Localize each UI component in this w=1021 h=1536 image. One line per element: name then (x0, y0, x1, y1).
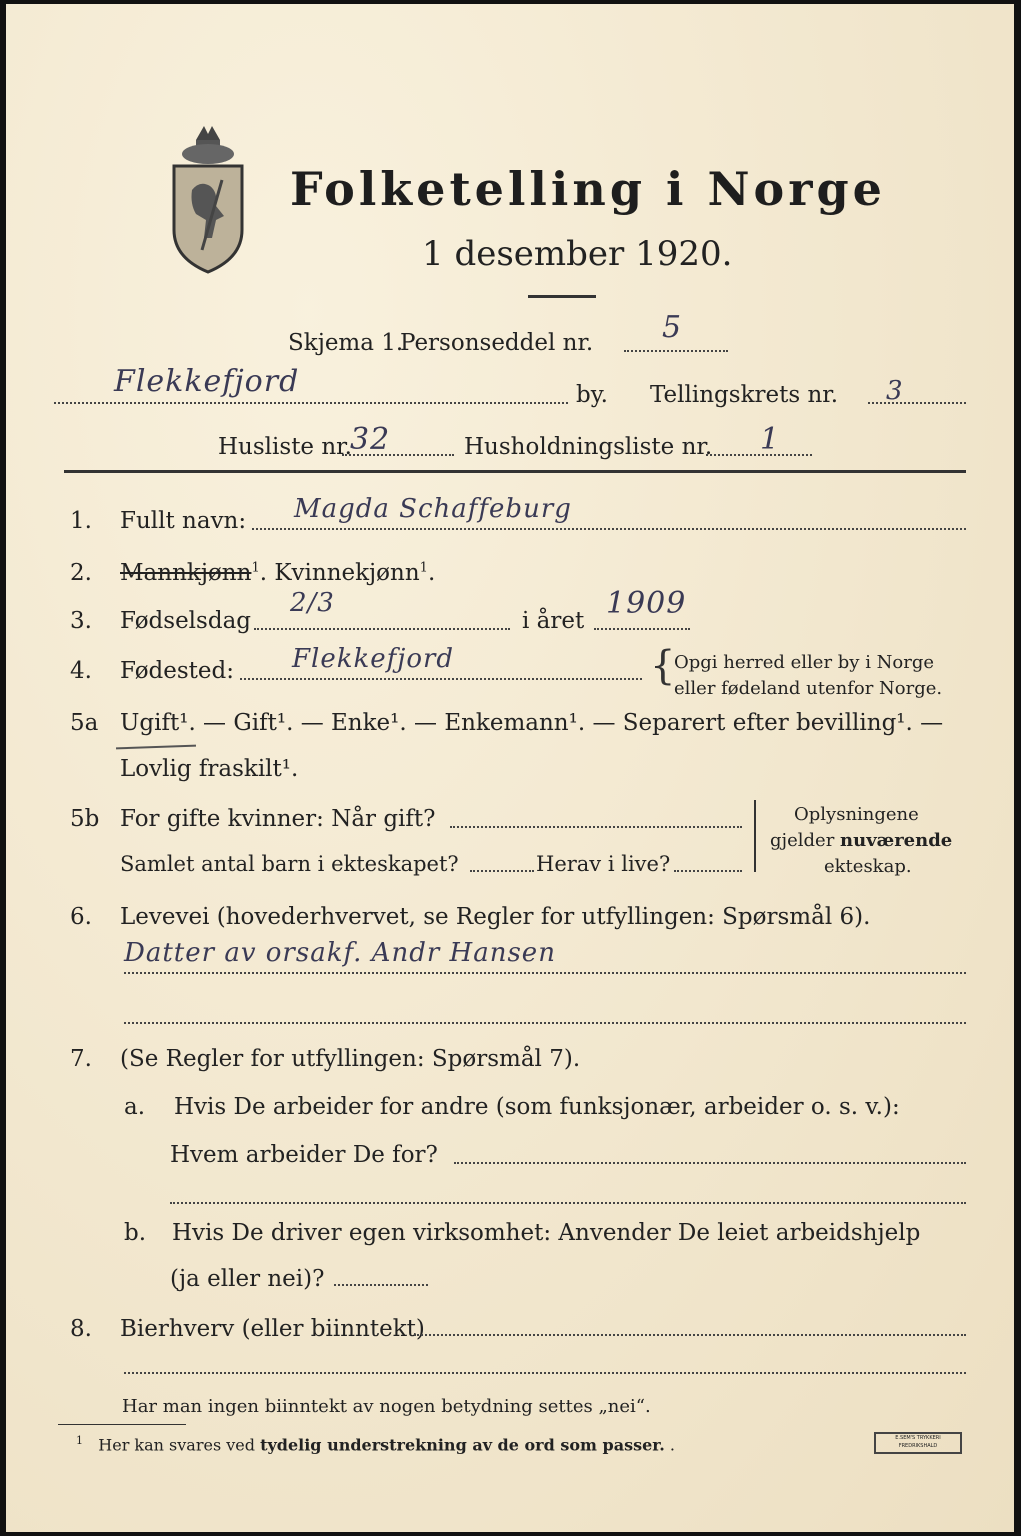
full-name-value: Magda Schaffeburg (294, 494, 572, 524)
marital-status-options: Ugift¹. — Gift¹. — Enke¹. — Enkemann¹. — Separert efter bevilling¹. — (120, 710, 944, 736)
city-field-line (54, 402, 568, 404)
husholdning-field-line (706, 454, 812, 456)
footnote-marker: 1 (419, 560, 428, 576)
footnote-text-b: tydelig understrekning av de ord som passer. (260, 1435, 665, 1455)
krets-label: Tellingskrets nr. (650, 382, 839, 408)
q7b-line2: (ja eller nei)? (170, 1266, 325, 1292)
form-title: Folketelling i Norge (290, 162, 886, 216)
krets-value: 3 (886, 376, 904, 406)
census-form (6, 4, 1014, 1532)
footnote-text-c: . (664, 1435, 675, 1455)
gender-separator: . (259, 560, 275, 586)
q8-number: 8. (70, 1316, 92, 1342)
husliste-value: 32 (350, 422, 391, 457)
occupation-field-line-2 (124, 1022, 966, 1024)
coat-of-arms-icon (166, 120, 250, 276)
q5b-alive-label: Herav i live? (536, 852, 671, 876)
footnote (76, 1434, 675, 1454)
q1-number: 1. (70, 508, 92, 534)
gender-male-option: Mannkjønn (120, 560, 252, 586)
form-date: 1 desember 1920. (422, 234, 733, 274)
q7b-letter: b. (124, 1220, 147, 1246)
q2-options: Mannkjønn$^1$. Kvinnekjønn$^1$. (120, 560, 436, 586)
q5b-note-line2 (770, 830, 952, 851)
employer-field-line-2 (170, 1202, 966, 1204)
title-divider (528, 295, 596, 298)
birth-year-value: 1909 (606, 586, 687, 621)
q5b-number: 5b (70, 806, 100, 832)
marital-status-divorced: Lovlig fraskilt¹. (120, 756, 299, 782)
occupation-value: Datter av orsakf. Andr Hansen (124, 938, 556, 968)
by-label: by. (576, 382, 608, 408)
q3-number: 3. (70, 608, 92, 634)
printer-stamp-text: E.SEM'S TRYKKERI FREDRIKSHALD (895, 1435, 941, 1449)
birthday-value: 2/3 (290, 588, 335, 618)
q1-label: Fullt navn: (120, 508, 247, 534)
q5b-note-part-b: nuværende (840, 830, 953, 851)
city-value: Flekkefjord (114, 364, 300, 399)
hired-help-field-line (334, 1284, 428, 1286)
q7-number: 7. (70, 1046, 92, 1072)
q3-label: Fødselsdag (120, 608, 252, 634)
q7b-line1: Hvis De driver egen virksomhet: Anvender De leiet arbeidshjelp (172, 1220, 921, 1246)
footnote-marker: 1 (251, 560, 260, 576)
year-field-line (594, 628, 690, 630)
person-number-value: 5 (662, 310, 683, 345)
q5b-bracket (754, 800, 756, 872)
q5b-note-line3: ekteskap. (824, 856, 912, 877)
year-label: i året (522, 608, 585, 634)
husholdning-value: 1 (760, 422, 781, 457)
husliste-label: Husliste nr. (218, 434, 352, 460)
header-rule (64, 470, 966, 473)
q5b-children-label: Samlet antal barn i ekteskapet? (120, 852, 459, 876)
birthplace-value: Flekkefjord (292, 644, 455, 674)
side-income-field-line (414, 1334, 966, 1336)
q7a-line1: Hvis De arbeider for andre (som funksjonær, arbeider o. s. v.): (174, 1094, 900, 1120)
person-label: Personseddel nr. (400, 330, 594, 356)
q5b-line1: For gifte kvinner: Når gift? (120, 806, 436, 832)
q4-label: Fødested: (120, 658, 235, 684)
footnote-mark: 1 (76, 1434, 83, 1447)
q1-field-line (252, 528, 966, 530)
birthplace-field-line (240, 678, 642, 680)
q4-note-line1: Opgi herred eller by i Norge (674, 652, 935, 673)
occupation-field-line-1 (124, 972, 966, 974)
schema-label: Skjema 1. (288, 330, 404, 356)
footnote-text-a: Her kan svares ved (98, 1435, 261, 1455)
q8-label: Bierhverv (eller biinntekt) (120, 1316, 425, 1342)
q4-note-line2: eller fødeland utenfor Norge. (674, 678, 943, 699)
married-when-field-line (450, 826, 742, 828)
ugift-underline (116, 745, 196, 750)
q7-label: (Se Regler for utfyllingen: Spørsmål 7). (120, 1046, 581, 1072)
husholdning-label: Husholdningsliste nr. (464, 434, 713, 460)
q4-number: 4. (70, 658, 92, 684)
person-field-line (624, 350, 728, 352)
q4-brace: { (650, 643, 676, 689)
employer-field-line-1 (454, 1162, 966, 1164)
footnote-rule (58, 1424, 186, 1425)
side-income-field-line-2 (124, 1372, 966, 1374)
krets-field-line (868, 402, 966, 404)
no-income-note: Har man ingen biinntekt av nogen betydning settes „nei“. (122, 1396, 651, 1417)
q7a-line2: Hvem arbeider De for? (170, 1142, 438, 1168)
q6-number: 6. (70, 904, 92, 930)
q5a-number: 5a (70, 710, 99, 736)
q5b-note-part-a: gjelder (770, 830, 841, 851)
q7a-letter: a. (124, 1094, 146, 1120)
children-field-line (470, 870, 534, 872)
q5b-note-line1: Oplysningene (794, 804, 919, 825)
printer-stamp (874, 1432, 962, 1454)
q2-number: 2. (70, 560, 92, 586)
alive-field-line (674, 870, 742, 872)
q6-label: Levevei (hovederhvervet, se Regler for utfyllingen: Spørsmål 6). (120, 904, 871, 930)
gender-female-option: Kvinnekjønn (274, 560, 420, 586)
birthday-field-line (254, 628, 510, 630)
